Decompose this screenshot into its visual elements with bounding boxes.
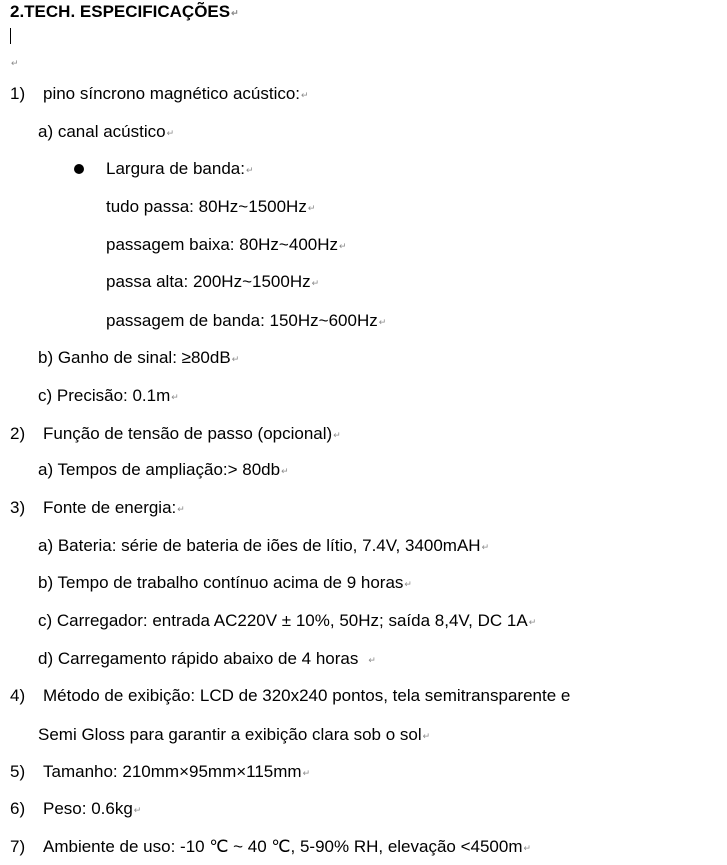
paragraph-mark-icon: ↵: [333, 430, 341, 440]
empty-paragraph: [10, 52, 19, 73]
item-number: 7): [10, 837, 26, 856]
spec-item-7-text: Ambiente de uso: -10 ℃ ~ 40 ℃, 5-90% RH, elevação <4500m↵: [43, 837, 532, 856]
paragraph-mark-icon: ↵: [11, 58, 19, 68]
paragraph-mark-icon: ↵: [166, 128, 175, 138]
text-cursor: [10, 28, 11, 44]
bandwidth-band-pass: passagem de banda: 150Hz~600Hz↵: [106, 311, 387, 330]
paragraph-mark-icon: ↵: [133, 805, 142, 815]
spec-item-3c: c) Carregador: entrada AC220V ± 10%, 50Hz; saída 8,4V, DC 1A↵: [38, 611, 537, 630]
spec-item-1b: b) Ganho de sinal: ≥80dB↵: [38, 348, 240, 367]
bandwidth-all-pass: tudo passa: 80Hz~1500Hz↵: [106, 197, 316, 216]
spec-item-3a: a) Bateria: série de bateria de iões de lítio, 7.4V, 3400mAH↵: [38, 536, 490, 555]
spec-item-6-text: Peso: 0.6kg↵: [43, 799, 142, 818]
paragraph-mark-icon: ↵: [311, 278, 320, 288]
paragraph-mark-icon: ↵: [245, 165, 254, 175]
spec-item-1: [10, 84, 25, 104]
paragraph-mark-icon: ↵: [231, 354, 240, 364]
spec-item-2-text: Função de tensão de passo (opcional)↵: [43, 424, 341, 443]
spec-item-4-continuation: Semi Gloss para garantir a exibição clara sob o sol↵: [38, 725, 431, 744]
item-number: 5): [10, 762, 26, 781]
bandwidth-label: Largura de banda:↵: [106, 159, 254, 178]
spec-item-1-text: pino síncrono magnético acústico:↵: [43, 84, 309, 103]
paragraph-mark-icon: ↵: [171, 392, 179, 402]
paragraph-mark-icon: ↵: [528, 617, 537, 627]
section-heading: [10, 2, 239, 23]
paragraph-mark-icon: ↵: [302, 768, 311, 778]
spec-item-3: [10, 498, 25, 518]
paragraph-mark-icon: ↵: [368, 655, 376, 665]
paragraph-mark-icon: ↵: [231, 8, 239, 18]
spec-item-4: [10, 686, 25, 706]
paragraph-mark-icon: ↵: [422, 731, 431, 741]
item-number: 1): [10, 84, 26, 103]
paragraph-mark-icon: ↵: [523, 843, 532, 853]
item-number: 4): [10, 686, 26, 705]
paragraph-mark-icon: ↵: [281, 466, 289, 476]
spec-item-1c: c) Precisão: 0.1m↵: [38, 386, 179, 405]
spec-item-2: [10, 424, 25, 444]
paragraph-mark-icon: ↵: [301, 90, 309, 100]
paragraph-mark-icon: ↵: [378, 317, 387, 327]
bandwidth-low-pass: passagem baixa: 80Hz~400Hz↵: [106, 235, 347, 254]
item-number: 6): [10, 799, 26, 818]
item-number: 3): [10, 498, 26, 517]
spec-item-4-text: Método de exibição: LCD de 320x240 pontos, tela semitransparente e: [43, 686, 571, 705]
item-number: 2): [10, 424, 26, 443]
paragraph-mark-icon: ↵: [307, 203, 316, 213]
spec-item-5-text: Tamanho: 210mm×95mm×115mm↵: [43, 762, 311, 781]
spec-item-3d: d) Carregamento rápido abaixo de 4 horas ↵: [38, 649, 376, 668]
bullet-icon: [74, 164, 84, 174]
heading-text: 2.TECH. ESPECIFICAÇÕES: [10, 2, 231, 21]
paragraph-mark-icon: ↵: [177, 504, 185, 514]
paragraph-mark-icon: ↵: [339, 241, 347, 251]
spec-item-7: [10, 837, 25, 857]
spec-item-5: [10, 762, 25, 782]
paragraph-mark-icon: ↵: [404, 579, 412, 589]
spec-item-2a: a) Tempos de ampliação:> 80db↵: [38, 460, 289, 479]
bandwidth-high-pass: passa alta: 200Hz~1500Hz↵: [106, 272, 320, 291]
spec-item-1a: a) canal acústico↵: [38, 122, 175, 141]
spec-item-3-text: Fonte de energia:↵: [43, 498, 185, 517]
spec-item-3b: b) Tempo de trabalho contínuo acima de 9 horas↵: [38, 573, 412, 592]
paragraph-mark-icon: ↵: [481, 542, 490, 552]
spec-item-6: [10, 799, 25, 819]
